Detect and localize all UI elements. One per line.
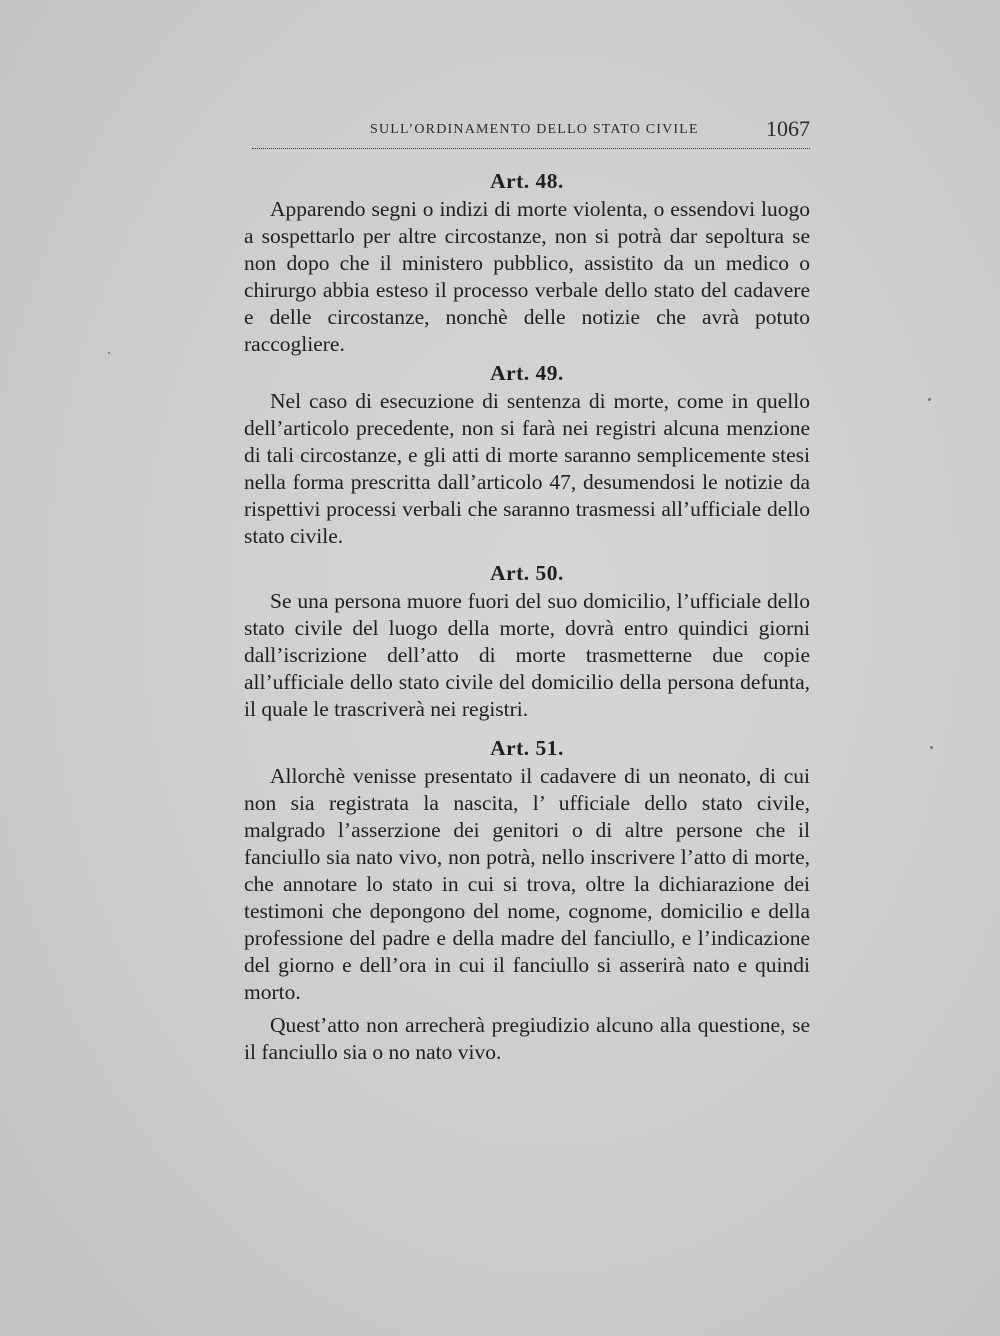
paper-speck xyxy=(108,352,110,354)
article-heading: Art. 51. xyxy=(490,736,564,760)
article-heading: Art. 48. xyxy=(490,169,564,193)
article-paragraph: Apparendo segni o indizi di morte violenta, o essendovi luogo a sospettarlo per altre circostanze, non si potrà dar sepoltura se non dopo che il ministero pubblico, assistito da un medico o chirurgo abbia esteso il processo verbale dello stato del cadavere e delle circostanze, nonchè delle notizie che avrà potuto raccogliere. xyxy=(244,197,810,356)
article-paragraph: Allorchè venisse presentato il cadavere di un neonato, di cui non sia registrata la nascita, l’ ufficiale dello stato civile, malgrado l’asserzione dei genitori o di altre persone che il fanciullo sia nato vivo, non potrà, nello inscrivere l’atto di morte, che annotare lo stato in cui si trova, oltre la dichiarazione dei testimoni che depongono del nome, cognome, domicilio e della professione del padre e della madre del fanciullo, e l’indicazione del giorno e dell’ora in cui il fanciullo si asserirà nato e quindi morto. xyxy=(244,764,810,1004)
header-rule xyxy=(252,148,810,149)
running-head xyxy=(370,116,810,142)
article-48 xyxy=(244,166,810,358)
article-heading: Art. 50. xyxy=(490,561,564,585)
paper-speck xyxy=(928,398,931,401)
article-paragraph: Quest’atto non arrecherà pregiudizio alcuno alla questione, se il fanciullo sia o no nato vivo. xyxy=(244,1013,810,1064)
running-title: SULL’ORDINAMENTO DELLO STATO CIVILE xyxy=(370,122,699,137)
article-paragraph: Nel caso di esecuzione di sentenza di morte, come in quello dell’articolo precedente, non si farà nei registri alcuna menzione di tali circostanze, e gli atti di morte saranno semplicemente stesi nella forma prescritta dall’articolo 47, desumendosi le notizie da rispettivi processi verbali che saranno trasmessi all’ufficiale dello stato civile. xyxy=(244,389,810,548)
paper-speck xyxy=(930,746,933,749)
article-paragraph: Se una persona muore fuori del suo domicilio, l’ufficiale dello stato civile del luogo della morte, dovrà entro quindici giorni dall’iscrizione dell’atto di morte trasmetterne due copie all’ufficiale dello stato civile del domicilio della persona defunta, il quale le trascriverà nei registri. xyxy=(244,589,810,721)
article-50 xyxy=(244,558,810,723)
body-text xyxy=(244,166,810,1066)
article-49 xyxy=(244,358,810,550)
page-number: 1067 xyxy=(766,116,810,141)
article-51 xyxy=(244,733,810,1066)
article-heading: Art. 49. xyxy=(490,361,564,385)
